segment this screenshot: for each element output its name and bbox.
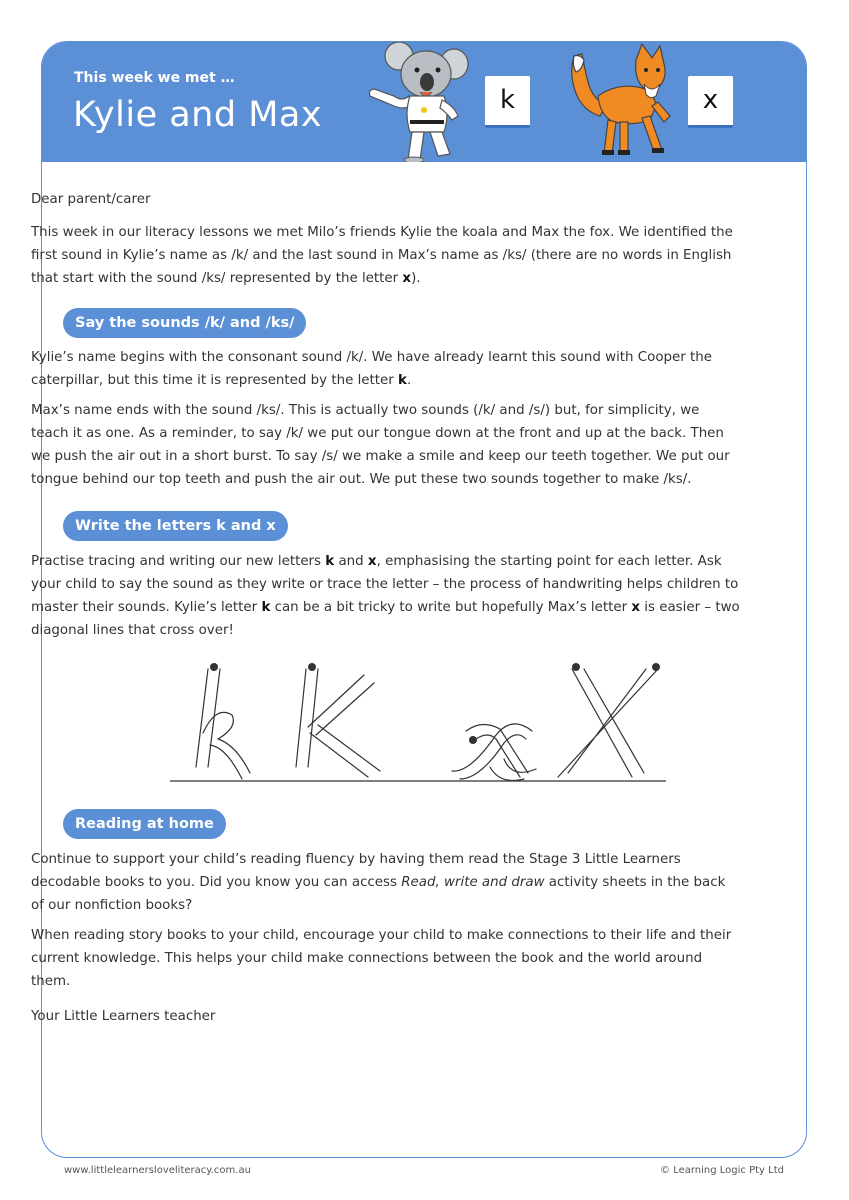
header-banner <box>42 42 806 162</box>
banner-title: Kylie and Max <box>73 95 323 135</box>
koala-karate-illustration <box>354 41 484 162</box>
write-letters-paragraph: Practise tracing and writing our new letters k and x, emphasising the starting point for each letter. Ask your child to say the sound as they write or trace the letter – the process of handwriting helps children to master their sounds. Kylie’s letter k can be a bit tricky to write but hopefully Max’s letter x is easier – two diagonal lines that cross over! <box>31 554 740 638</box>
say-sounds-section <box>31 346 741 491</box>
reading-paragraph-1: Continue to support your child’s reading fluency by having them read the Stage 3 Little Learners decodable books to you. Did you know you can access Read, write and draw activity sheets in the back of our nonfiction books? <box>31 852 726 913</box>
footer-url[interactable]: www.littlelearnersloveliteracy.com.au <box>64 1165 251 1176</box>
section-heading-write-letters: Write the letters k and x <box>63 511 288 541</box>
say-sounds-paragraph-2: Max’s name ends with the sound /ks/. This is actually two sounds (/k/ and /s/) but, for simplicity, we teach it as one. As a reminder, to say /k/ we put our tongue down at the front and up at the back. Then we push the air out in a short burst. To say /s/ we make a smile and keep our teeth together. We put our tongue behind our top teeth and push the air out. We put these two sounds together to make /ks/. <box>31 403 730 487</box>
section-heading-reading-at-home: Reading at home <box>63 809 226 839</box>
intro-section <box>31 188 741 290</box>
fox-illustration <box>564 41 684 158</box>
section-heading-say-sounds: Say the sounds /k/ and /ks/ <box>63 308 306 338</box>
greeting: Dear parent/carer <box>31 192 151 207</box>
write-letters-section <box>31 550 741 642</box>
letter-card-k: k <box>485 76 530 128</box>
intro-paragraph: This week in our literacy lessons we met Milo’s friends Kylie the koala and Max the fox. We identified the first sound in Kylie’s name as /k/ and the last sound in Max’s name as /ks/ (there are no words in English that start with the sound /ks/ represented by the letter x). <box>31 225 733 286</box>
say-sounds-paragraph-1: Kylie’s name begins with the consonant sound /k/. We have already learnt this sound with Cooper the caterpillar, but this time it is represented by the letter k. <box>31 350 713 388</box>
reading-paragraph-2: When reading story books to your child, encourage your child to make connections to their life and their current knowledge. This helps your child make connections between the book and the world around them. <box>31 928 732 989</box>
letter-tracing-guide <box>170 655 670 787</box>
footer-copyright: © Learning Logic Pty Ltd <box>660 1165 784 1176</box>
reading-at-home-section <box>31 848 741 1028</box>
banner-subtitle: This week we met … <box>74 70 235 86</box>
letter-card-x: x <box>688 76 733 128</box>
signoff: Your Little Learners teacher <box>31 1009 216 1024</box>
